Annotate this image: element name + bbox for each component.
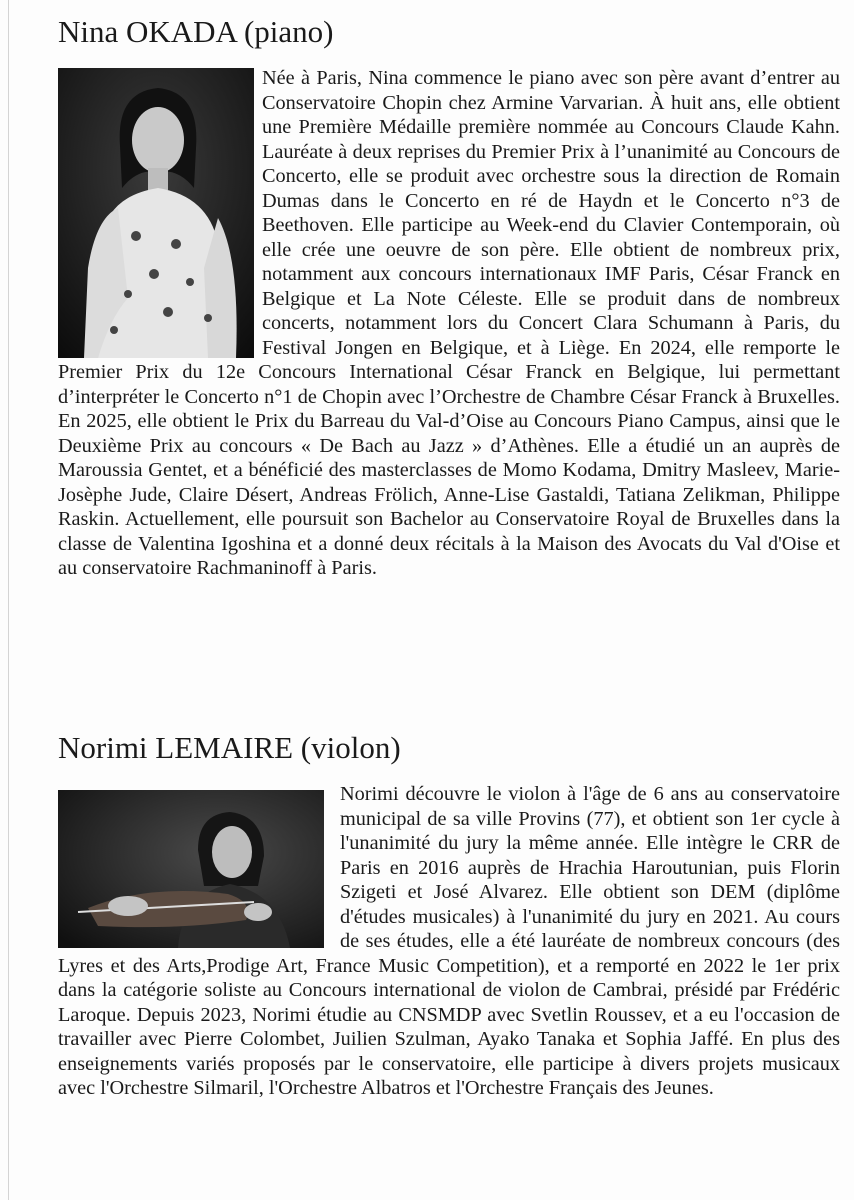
bio-nina-okada	[58, 12, 840, 581]
pianist-portrait-icon	[58, 68, 254, 358]
bio-text-block	[58, 782, 840, 1101]
violinist-portrait-icon	[58, 790, 324, 948]
bio-heading: Nina OKADA (piano)	[58, 14, 334, 49]
bio-heading: Norimi LEMAIRE (violon)	[58, 730, 401, 765]
bio-paragraph: Norimi découvre le violon à l'âge de 6 ans au conservatoire municipal de sa ville Provins (77), et obtient son 1er cycle à l'unanimité du jury la même année. Elle intègre le CRR de Paris en 2016 auprès de Hrachia Haroutunian, puis Florin Szigeti et José Alvarez. Elle obtient son DEM (diplôme d'études musicales) à l'unanimité du jury en 2021. Au cours de ses études, elle a été lauréate de nombreux concours (des Lyres et des Arts,Prodige Art, France Music Competition), et a remporté en 2022 le 1er prix dans la catégorie soliste au Concours international de violon de Cambrai, présidé par Frédéric Laroque. Depuis 2023, Norimi étudie au CNSMDP avec Svetlin Roussev, et a eu l'occasion de travailler avec Pierre Colombet, Juilien Szulman, Ayako Tanaka et Sophia Jaffé. En plus des enseignements variés proposés par le conservatoire, elle participe à divers projets musicaux avec l'Orchestre Silmaril, l'Orchestre Albatros et l'Orchestre Français des Jeunes.	[58, 783, 840, 1099]
bio-text-block	[58, 66, 840, 581]
bio-norimi-lemaire	[58, 728, 840, 1101]
violinist-portrait-photo	[58, 790, 324, 948]
bio-paragraph: Née à Paris, Nina commence le piano avec son père avant d’entrer au Conservatoire Chopin chez Armine Varvarian. À huit ans, elle obtient une Première Médaille première nommée au Concours Claude Kahn. Lauréate à deux reprises du Premier Prix à l’unanimité au Concours de Concerto, elle se produit avec orchestre sous la direction de Romain Dumas dans le Concerto en ré de Haydn et le Concerto n°3 de Beethoven. Elle participe au Week-end du Clavier Contemporain, où elle crée une oeuvre de son père. Elle obtient de nombreux prix, notamment aux concours internationaux IMF Paris, César Franck en Belgique et La Note Céleste. Elle se produit dans de nombreux concerts, notamment lors du Concert Clara Schumann à Paris, du Festival Jongen en Belgique, et à Liège. En 2024, elle remporte le Premier Prix du 12e Concours International César Franck en Belgique, lui permettant d’interpréter le Concerto n°1 de Chopin avec l’Orchestre de Chambre César Franck à Bruxelles. En 2025, elle obtient le Prix du Barreau du Val-d’Oise au Concours Piano Campus, ainsi que le Deuxième Prix au concours « De Bach au Jazz » d’Athènes. Elle a étudié un an auprès de Maroussia Gentet, et a bénéficié des masterclasses de Momo Kodama, Dmitry Masleev, Marie-Josèphe Jude, Claire Désert, Andreas Frölich, Anne-Lise Gastaldi, Tatiana Zelikman, Philippe Raskin. Actuellement, elle poursuit son Bachelor au Conservatoire Royal de Bruxelles dans la classe de Valentina Igoshina et a donné deux récitals à la Maison des Avocats du Val d'Oise et au conservatoire Rachmaninoff à Paris.	[58, 67, 840, 579]
pianist-portrait-photo	[58, 68, 254, 358]
page-edge-rule	[8, 0, 9, 1200]
